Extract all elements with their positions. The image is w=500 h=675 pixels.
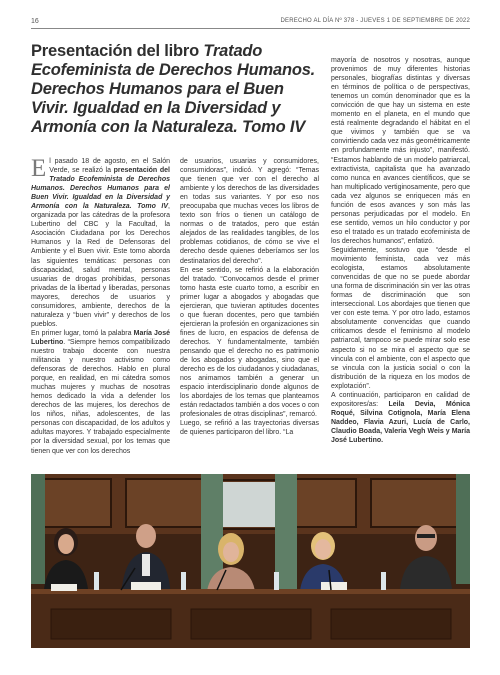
col3-paragraph-3 [331, 391, 470, 445]
col3-paragraph-1: mayoría de nosotros y nosotras, aunque provenimos de muy diferentes historias personales, biografías distintas y diversas en términos de política o de perspectivas, tenemos un común denominador que es la convicción de que hay un sistema en este momento en el planeta, en el mundo que está realmente degradando el hábitat en el que vivimos y también que se va convirtiendo cada vez más geométricamente en profundamente más injusto”, manifestó. “Estamos hablando de un modelo patriarcal, extractivista, capitalista que ha avanzado como nunca en avances científicos, que se han multiplicado vertiginosamente, pero que cada vez algunos se enriquecen más en función de esos avances y son más las personas perjudicadas por el modelo. En ese sentido, vemos un hilo conductor y por eso el tratado es un tratado ecofeminista de los derechos humanos”, enfatizó. [331, 57, 470, 245]
col2-paragraph-2: En ese sentido, se refirió a la elaboración del tratado. “Convocamos desde el primer tomo hasta este cuarto tomo, a escribir en primer lugar a abogados y abogadas que ejercieran, que tuvieran aptitudes docentes o que fueran docentes, pero que también ejercieran la profesión en organizaciones sin fines de lucro, en espacios de defensa de derechos. Y fundamentalmente, también pensando que el derecho no es patrimonio de los abogados y abogadas, sino que el derecho es de los ciudadanos y ciudadanas, nos animamos también a generar un espacio interdisciplinario donde algunos de los abordajes de los temas que planteamos están redactados también a dos voces o con profesionales de otras disciplinas”, remarcó. [180, 266, 319, 419]
col1-p1-text-a: l pasado 18 de agosto, en el Salón Verde, se realizó la [49, 158, 170, 175]
article-title [31, 42, 321, 137]
col1-p2-text-c: . “Siempre hemos compatibilizado nuestro trabajo docente con nuestra militancia y nuestro activismo como defensoras de derechos. Hablo en plural porque, en realidad, en mi cátedra somos muchas mujeres y muchas de nosotras hemos dedicado la vida a defender los derechos de las mujeres, los derechos de los niños, niñas, adolescentes, de las personas con discapacidad, de los adultos y adultas mayores. Y trabajado especialmente por la diversidad sexual, por los temas que tienen que ver con los derechos [31, 338, 170, 455]
panel-photo-illustration [31, 474, 470, 648]
col1-p1-bold: presentación del [113, 167, 170, 175]
title-prefix: Presentación del libro [31, 42, 204, 60]
running-head: DERECHO AL DÍA Nº 378 - JUEVES 1 DE SEPTIEMBRE DE 2022 [280, 18, 470, 24]
col1-p2-text-a: En primer lugar, tomó la palabra [31, 329, 134, 337]
col1-p1-text-d: , organizada por las cátedras de la profesora Lubertino del CBC y la Facultad, la Asociación Ciudadana por los Derechos Humanos y la Red de Defensoras del Ambiente y el Buen vivir. Este tomo aborda las siguientes temáticas: personas con discapacidad, salud mental, personas usuarias de drogas prohibidas, personas privadas de la libertad y liberadas, personas mayores, derechos de usuarios y consumidores, ambiente, derechos de la naturaleza y “buen vivir” y derechos de los pueblos. [31, 203, 170, 328]
header-rule [31, 28, 470, 29]
speakers-list: Leila Devia, Mónica Roqué, Silvina Cotignola, María Elena Naddeo, Flavia Azuri, Lucía de Carlo, Claudio Boada, Valeria Vegh Weis y María José Lubertino. [331, 400, 470, 444]
article-column-2 [180, 157, 319, 437]
page-number: 16 [31, 18, 39, 25]
article-column-1 [31, 157, 170, 456]
col3-p3-text-a: A continuación, participaron en calidad de expositores/as: [331, 391, 470, 408]
article-column-3 [331, 56, 470, 445]
title-book-name: Tratado Ecofeminista de Derechos Humanos. Derechos Humanos para el Buen Vivir. Igualdad en la Diversidad y Armonía con la Naturaleza. Tomo IV [31, 42, 316, 136]
col1-paragraph-1 [31, 157, 170, 329]
col1-p1-book-title: Tratado Ecofeminista de Derechos Humanos. Derechos Humanos para el Buen Vivir. Igualdad en la Diversidad y Armonía con la Naturaleza. Tomo IV [31, 176, 170, 211]
col3-paragraph-2: Seguidamente, sostuvo que “desde el movimiento feminista, cada vez más ecologista, estamos absolutamente convencidas de que no se puede abordar una forma de discriminación sin ver las otras formas de discriminación que son interseccional. Los abordajes que tienen que ver con este tema. Y por otro lado, estamos absolutamente convencidas que cuando criticamos desde el feminismo al modelo patriarcal, tampoco se puede mirar solo ese aspecto si no se mira el aspecto que se vincula con el ambiente, con el aspecto que se vincula con la justicia social o con la distribución de la riqueza en los modos de explotación”. [331, 246, 470, 390]
panel-photo [31, 474, 470, 648]
speaker-name: María José Lubertino [31, 329, 170, 346]
col1-paragraph-2 [31, 329, 170, 456]
col2-paragraph-3: Luego, se refirió a las trayectorias diversas de quienes participaron del libro. “La [180, 420, 319, 437]
drop-cap: E [31, 155, 47, 182]
col2-paragraph-1: de usuarios, usuarias y consumidores, consumidoras”, indicó. Y agregó: “Temas que tienen que ver con el derecho al ambiente y los derechos de las diversidades en todas sus variantes. Y por eso nos preocupaba que muchas veces los libros de texto son fríos o tienen un catálogo de normas o de tratados, pero que están alejados de las realidades tangibles, de los problemas cotidianos, de cómo se vive el derecho desde quienes deberíamos ser los destinatarios del derecho”. [180, 158, 319, 265]
running-header [31, 15, 470, 27]
